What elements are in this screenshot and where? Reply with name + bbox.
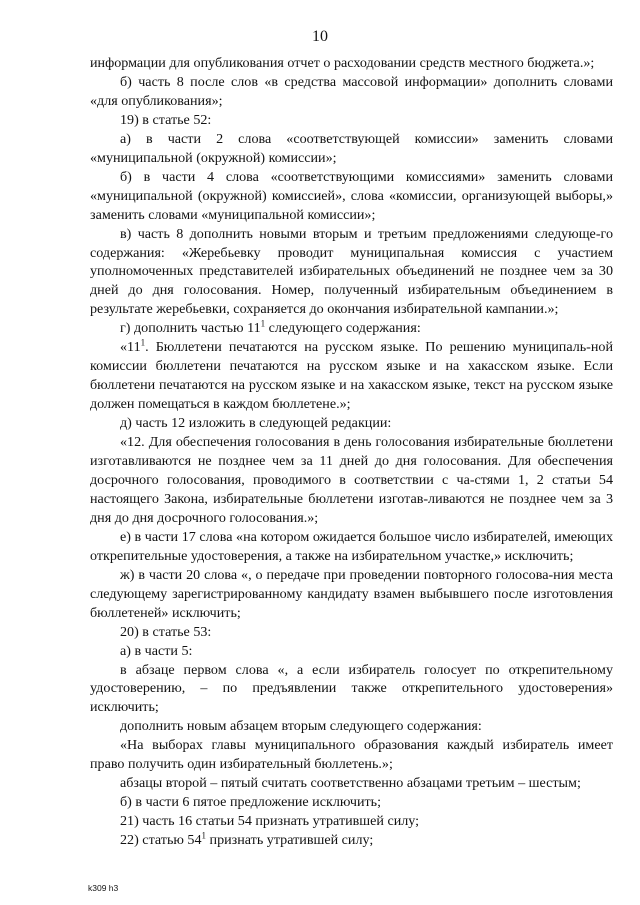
superscript-index: 1 bbox=[201, 830, 207, 841]
paragraph: дополнить новым абзацем вторым следующего содержания: bbox=[120, 718, 482, 735]
paragraph bbox=[90, 831, 613, 850]
paragraph-text: признать утратившей силу; bbox=[206, 832, 374, 849]
paragraph: 19) в статье 52: bbox=[120, 111, 212, 128]
paragraph: информации для опубликования отчет о расходовании средств местного бюджета.»; bbox=[90, 55, 595, 71]
page-number: 10 bbox=[312, 28, 328, 45]
paragraph: абзацы второй – пятый считать соответственно абзацами третьим – шестым; bbox=[120, 775, 581, 792]
paragraph-text: следующего содержания: bbox=[265, 320, 421, 337]
paragraph: б) часть 8 после слов «в средства массовой информации» дополнить словами «для опубликования»; bbox=[90, 73, 613, 109]
paragraph bbox=[90, 319, 613, 338]
paragraph: ж) в части 20 слова «, о передаче при проведении повторного голосова-ния места следующему зарегистрированному кандидату взамен выбывшего после изготовления бюллетеней» исключить; bbox=[90, 566, 613, 621]
paragraph: а) в части 2 слова «соответствующей комиссии» заменить словами «муниципальной (окружной) комиссии»; bbox=[90, 130, 613, 166]
paragraph: в абзаце первом слова «, а если избиратель голосует по открепительному удостоверению, – по предъявлении также открепительного удостоверения» исключить; bbox=[90, 661, 613, 716]
paragraph: д) часть 12 изложить в следующей редакции: bbox=[120, 415, 392, 432]
superscript-index: 1 bbox=[260, 318, 266, 329]
paragraph: «На выборах главы муниципального образования каждый избиратель имеет право получить один избирательный бюллетень.»; bbox=[90, 737, 613, 773]
paragraph: е) в части 17 слова «на котором ожидается большое число избирателей, имеющих открепительные удостоверения, а также на избирательном участке,» исключить; bbox=[90, 528, 613, 564]
paragraph: в) часть 8 дополнить новыми вторым и третьим предложениями следующе-го содержания: «Жеребьевку проводит муниципальная комиссия с участием уполномоченных представителей избирательных объединений не позднее чем за 30 дней до дня голосования. Номер, полученный избирательным объединением в результате жеребьевки, сохраняется до окончания избирательной кампании.»; bbox=[90, 225, 613, 318]
paragraph: 21) часть 16 статьи 54 признать утратившей силу; bbox=[120, 813, 420, 830]
paragraph bbox=[90, 338, 613, 414]
paragraph-text: г) дополнить частью 11 bbox=[120, 320, 261, 337]
document-body bbox=[90, 54, 613, 850]
paragraph-text: «11 bbox=[120, 339, 141, 356]
footer-code: k309 h3 bbox=[88, 883, 119, 893]
paragraph: «12. Для обеспечения голосования в день голосования избирательные бюллетени изготавливаются не позднее чем за 11 дней до дня голосования. Для обеспечения досрочного голосования, проводимого в соответствии с ча-стями 1, 2 статьи 54 настоящего Закона, избирательные бюллетени изготав-ливаются не позднее чем за 3 дня до дня досрочного голосования.»; bbox=[90, 434, 613, 526]
paragraph: а) в части 5: bbox=[120, 642, 193, 659]
paragraph-text: . Бюллетени печатаются на русском языке. По решению муниципаль-ной комиссии бюллетени печатаются на русском языке и на хакасском языке. Если бюллетени печатаются на русском языке и на хакасском языке, текст на русском языке должен помещаться в каждом бюллетене.»; bbox=[90, 339, 613, 413]
paragraph-text: 22) статью 54 bbox=[120, 832, 202, 849]
paragraph: б) в части 6 пятое предложение исключить; bbox=[120, 794, 381, 811]
paragraph: 20) в статье 53: bbox=[120, 623, 212, 640]
superscript-index: 1 bbox=[140, 337, 146, 348]
paragraph: б) в части 4 слова «соответствующими комиссиями» заменить словами «муниципальной (окружной) комиссией», слова «комиссии, организующей выборы,» заменить словами «муниципальной комиссии»; bbox=[90, 168, 613, 223]
